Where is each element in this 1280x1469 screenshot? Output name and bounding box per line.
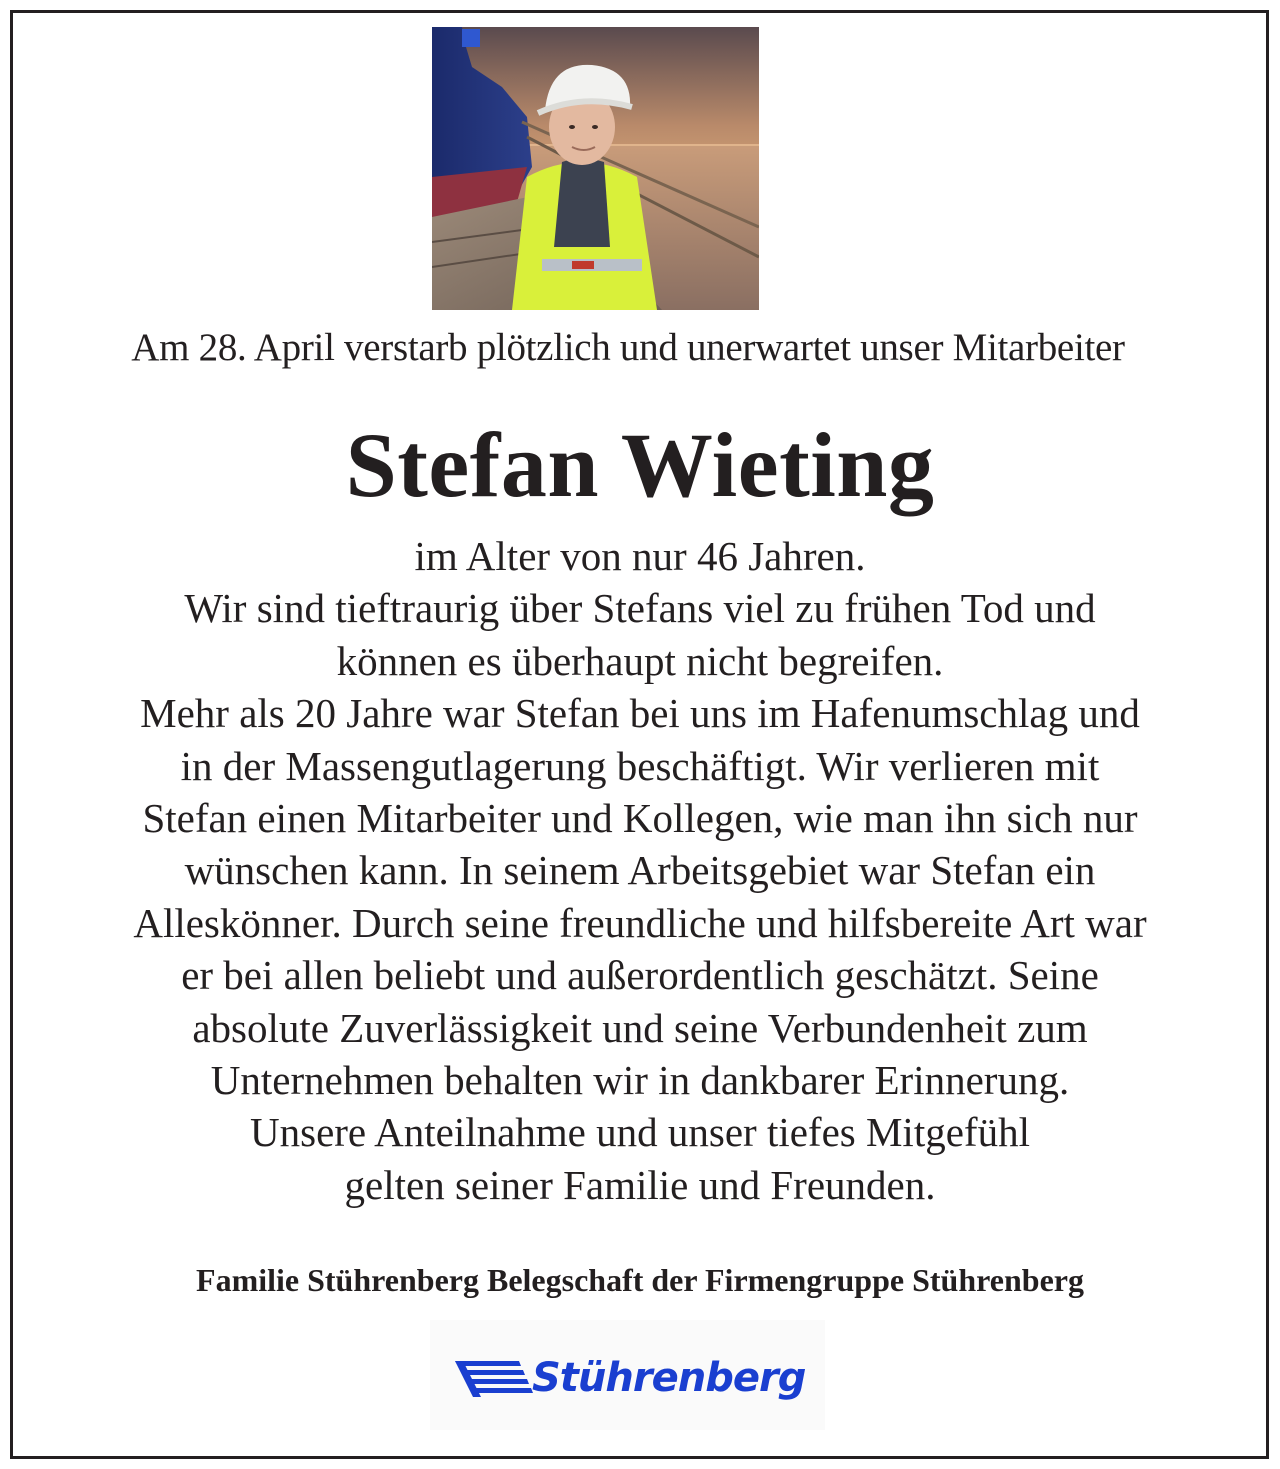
intro-text: Am 28. April verstarb plötzlich und unerwartet unser Mitarbeiter (131, 326, 1125, 369)
body-line: Stefan einen Mitarbeiter und Kollegen, wie man ihn sich nur (142, 795, 1138, 842)
body-line: Wir sind tieftraurig über Stefans viel zu frühen Tod und (184, 585, 1096, 632)
obituary-body (0, 530, 1280, 1211)
body-line: Unsere Anteilnahme und unser tiefes Mitgefühl (250, 1109, 1030, 1156)
deceased-name: Stefan Wieting (345, 414, 935, 516)
body-line: in der Massengutlagerung beschäftigt. Wir verlieren mit (180, 742, 1100, 789)
body-line: er bei allen beliebt und außerordentlich geschätzt. Seine (181, 952, 1099, 999)
body-line: wünschen kann. In seinem Arbeitsgebiet war Stefan ein (184, 847, 1096, 894)
body-line: absolute Zuverlässigkeit und seine Verbundenheit zum (192, 1004, 1088, 1051)
body-line: Unternehmen behalten wir in dankbarer Erinnerung. (210, 1057, 1070, 1104)
stripes-logo-icon (455, 1359, 535, 1399)
logo-wordmark: Stührenberg (532, 1355, 806, 1401)
body-line: Mehr als 20 Jahre war Stefan bei uns im Hafenumschlag und (140, 690, 1140, 737)
company-logo (430, 1320, 825, 1430)
portrait-photo (432, 27, 759, 310)
body-line: im Alter von nur 46 Jahren. (414, 533, 866, 579)
body-line: können es überhaupt nicht begreifen. (336, 637, 944, 684)
body-line: Alleskönner. Durch seine freundliche und hilfsbereite Art war (133, 899, 1147, 946)
body-line: gelten seiner Familie und Freunden. (344, 1161, 936, 1208)
signature: Familie Stührenberg Belegschaft der Firmengruppe Stührenberg (196, 1262, 1084, 1298)
